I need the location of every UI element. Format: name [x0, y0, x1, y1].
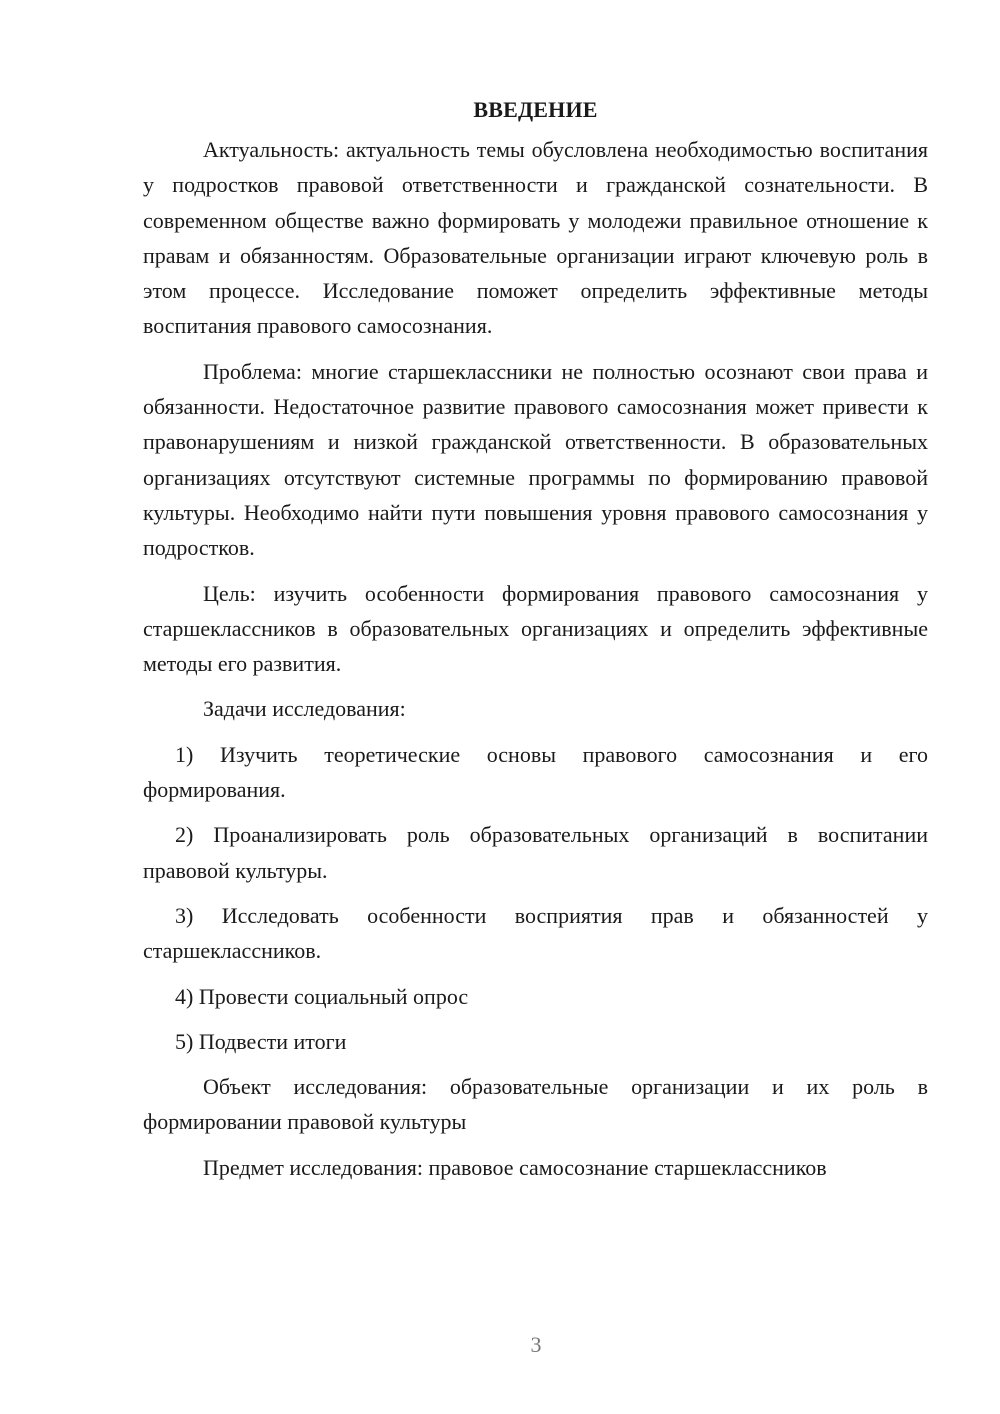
task-item: 3) Исследовать особенности восприятия прав и обязанностей у старшеклассников. [143, 902, 928, 964]
task-item: 5) Подвести итоги [175, 1028, 347, 1054]
task-item: 2) Проанализировать роль образовательных организаций в воспитании правовой культуры. [143, 822, 928, 883]
task-item: 1) Изучить теоретические основы правового самосознания и его формирования. [143, 741, 928, 803]
page-number: 3 [530, 1332, 542, 1357]
tasks-heading: Задачи исследования: [203, 696, 406, 722]
goal-paragraph: Цель: изучить особенности формирования правового самосознания у старшеклассников в образовательных организациях и определить эффективные методы его развития. [143, 580, 928, 677]
page-content [143, 88, 928, 1195]
problem-paragraph: Проблема: многие старшеклассники не полностью осознают свои права и обязанности. Недостаточное развитие правового самосознания может привести к правонарушениям и низкой гражданской ответственности. В образовательных организациях отсутствуют системные программы по формированию правовой культуры. Необходимо найти пути повышения уровня правового самосознания у подростков. [143, 358, 928, 561]
relevance-paragraph: Актуальность: актуальность темы обусловлена необходимостью воспитания у подростков правовой ответственности и гражданской сознательности. В современном обществе важно формировать у молодежи правильное отношение к правам и обязанностям. Образовательные организации играют ключевую роль в этом процессе. Исследование поможет определить эффективные методы воспитания правового самосознания. [143, 137, 928, 339]
page-title: ВВЕДЕНИЕ [473, 97, 598, 122]
subject-paragraph: Предмет исследования: правовое самосознание старшеклассников [203, 1154, 827, 1180]
task-item: 4) Провести социальный опрос [175, 983, 469, 1009]
object-paragraph: Объект исследования: образовательные организации и их роль в формировании правовой культуры [143, 1074, 928, 1135]
